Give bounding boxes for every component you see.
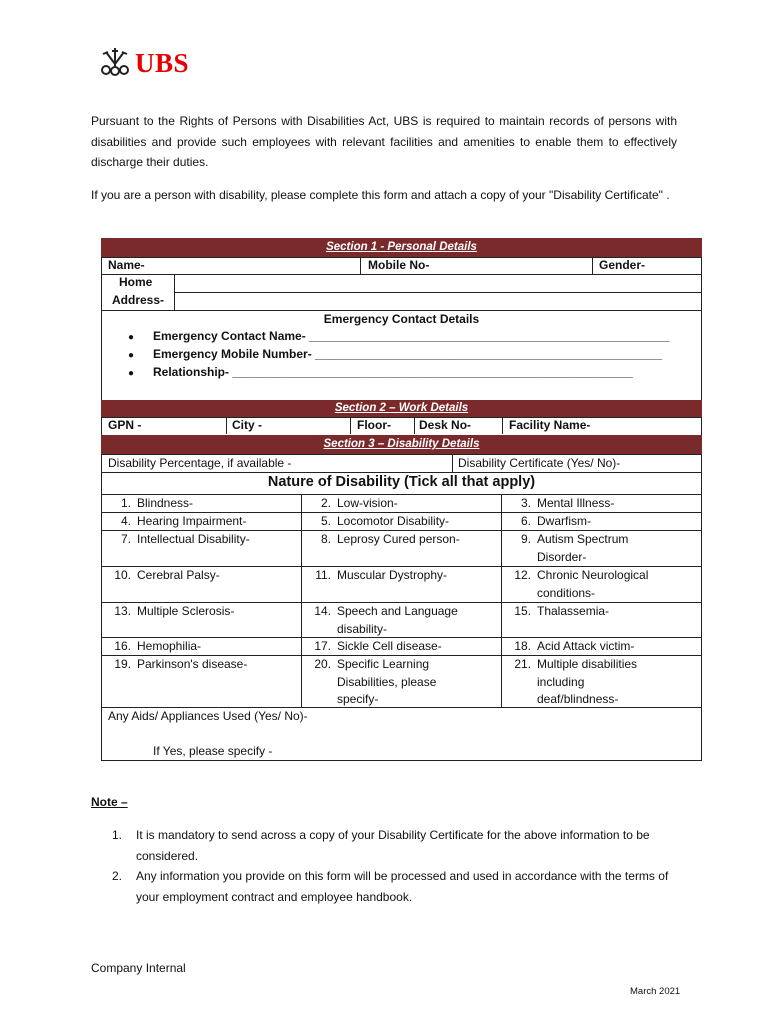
option-label: Specific Learning (337, 657, 430, 671)
option-number: 20. (314, 657, 331, 671)
option-label: Chronic Neurological (537, 568, 649, 582)
bullet-icon: ● (128, 368, 135, 379)
option-number: 3. (520, 496, 531, 510)
option-label: Sickle Cell disease- (337, 639, 442, 653)
option-number: 16. (114, 639, 131, 653)
emergency-contact-name-field[interactable]: Emergency Contact Name- ______________________________________________________ (153, 329, 670, 343)
option-number: 17. (314, 639, 331, 653)
section-1-header (101, 238, 702, 257)
option-label: including (537, 674, 585, 689)
note-text: It is mandatory to send across a copy of your Disability Certificate for the above information to be considered. (136, 828, 650, 863)
mobile-field[interactable]: Mobile No- (368, 258, 430, 272)
name-field[interactable]: Name- (108, 258, 145, 272)
option-label: Blindness- (137, 496, 194, 510)
option-number: 10. (114, 568, 131, 582)
three-keys-icon (98, 46, 132, 78)
option-label: Cerebral Palsy- (137, 568, 220, 582)
bullet-icon: ● (128, 332, 135, 343)
relationship-field[interactable]: Relationship- ____________________________________________________________ (153, 365, 633, 379)
floor-field[interactable]: Floor- (357, 418, 391, 432)
option-label: Mental Illness- (537, 496, 615, 510)
option-label: Hearing Impairment- (137, 514, 247, 528)
section-3-title: Section 3 – Disability Details (323, 438, 480, 450)
option-label: conditions- (537, 585, 596, 600)
bullet-icon: ● (128, 350, 135, 361)
home-address-label-2: Address- (112, 293, 165, 307)
note-number: 1. (112, 828, 123, 842)
option-label: Intellectual Disability- (137, 532, 250, 546)
option-number: 8. (320, 532, 331, 546)
facility-name-field[interactable]: Facility Name- (509, 418, 591, 432)
home-address-label-1: Home (119, 275, 153, 289)
section-2-title: Section 2 – Work Details (334, 402, 469, 414)
option-label: Multiple disabilities (537, 657, 638, 671)
option-number: 21. (514, 657, 531, 671)
option-label: Hemophilia- (137, 639, 202, 653)
note-item (112, 866, 672, 908)
option-label: Locomotor Disability- (337, 514, 450, 528)
option-number: 5. (320, 514, 331, 528)
logo-wordmark: UBS (135, 48, 190, 78)
section-3-header (101, 435, 702, 454)
section-1-title: Section 1 - Personal Details (326, 241, 477, 253)
disability-percentage-field[interactable]: Disability Percentage, if available - (108, 456, 292, 470)
ubs-logo (98, 46, 198, 82)
date-label: March 2021 (630, 986, 681, 997)
option-label: Parkinson's disease- (137, 657, 248, 671)
option-number: 6. (520, 514, 531, 528)
option-number: 19. (114, 657, 131, 671)
option-number: 13. (114, 604, 131, 618)
note-number: 2. (112, 869, 123, 883)
option-label: Speech and Language (337, 604, 458, 618)
section-2-header (101, 400, 702, 417)
aids-appliances-field[interactable]: Any Aids/ Appliances Used (Yes/ No)- (108, 709, 308, 723)
disability-certificate-field[interactable]: Disability Certificate (Yes/ No)- (458, 456, 621, 470)
option-label: disability- (337, 621, 388, 636)
option-label: deaf/blindness- (537, 692, 619, 706)
gender-field[interactable]: Gender- (599, 258, 646, 272)
home-address-input-1[interactable] (177, 275, 697, 291)
note-text: Any information you provide on this form will be processed and used in accordance with the terms of your employment contract and employee handbook. (136, 869, 669, 904)
option-number: 9. (520, 532, 531, 546)
option-number: 7. (120, 532, 131, 546)
emergency-mobile-field[interactable]: Emergency Mobile Number- ____________________________________________________ (153, 347, 663, 361)
option-label: Disorder- (537, 549, 587, 564)
option-label: Thalassemia- (537, 604, 610, 618)
option-number: 11. (315, 568, 331, 582)
note-item (112, 825, 672, 867)
home-address-input-2[interactable] (177, 293, 697, 309)
option-label: Low-vision- (337, 496, 398, 510)
aids-specify-field[interactable]: If Yes, please specify - (153, 744, 273, 758)
option-number: 4. (120, 514, 131, 528)
emergency-contact-title: Emergency Contact Details (323, 312, 480, 326)
option-label: Dwarfism- (537, 514, 591, 528)
disability-form (101, 238, 702, 762)
option-label: Disabilities, please (337, 674, 437, 689)
instruction-paragraph: If you are a person with disability, please complete this form and attach a copy of your "Disability Certificate" . (91, 188, 670, 202)
gpn-field[interactable]: GPN - (108, 418, 142, 432)
option-label: Acid Attack victim- (537, 639, 635, 653)
option-label: Autism Spectrum (537, 532, 629, 546)
desk-no-field[interactable]: Desk No- (419, 418, 472, 432)
option-label: Muscular Dystrophy- (337, 568, 448, 582)
nature-of-disability-title: Nature of Disability (Tick all that apply) (267, 474, 536, 490)
option-number: 14. (314, 604, 331, 618)
option-label: Leprosy Cured person- (337, 532, 460, 546)
option-number: 18. (514, 639, 531, 653)
city-field[interactable]: City - (232, 418, 262, 432)
classification-label: Company Internal (91, 961, 186, 975)
intro-paragraph: Pursuant to the Rights of Persons with Disabilities Act, UBS is required to maintain records of persons with disabilities and provide such employees with relevant facilities and amenities to enable them to effectively discharge their duties. (91, 114, 677, 169)
option-number: 15. (514, 604, 531, 618)
option-number: 1. (120, 496, 131, 510)
note-title: Note – (91, 795, 128, 809)
option-number: 2. (320, 496, 331, 510)
option-label: Multiple Sclerosis- (137, 604, 235, 618)
option-label: specify- (337, 692, 379, 706)
option-number: 12. (514, 568, 531, 582)
